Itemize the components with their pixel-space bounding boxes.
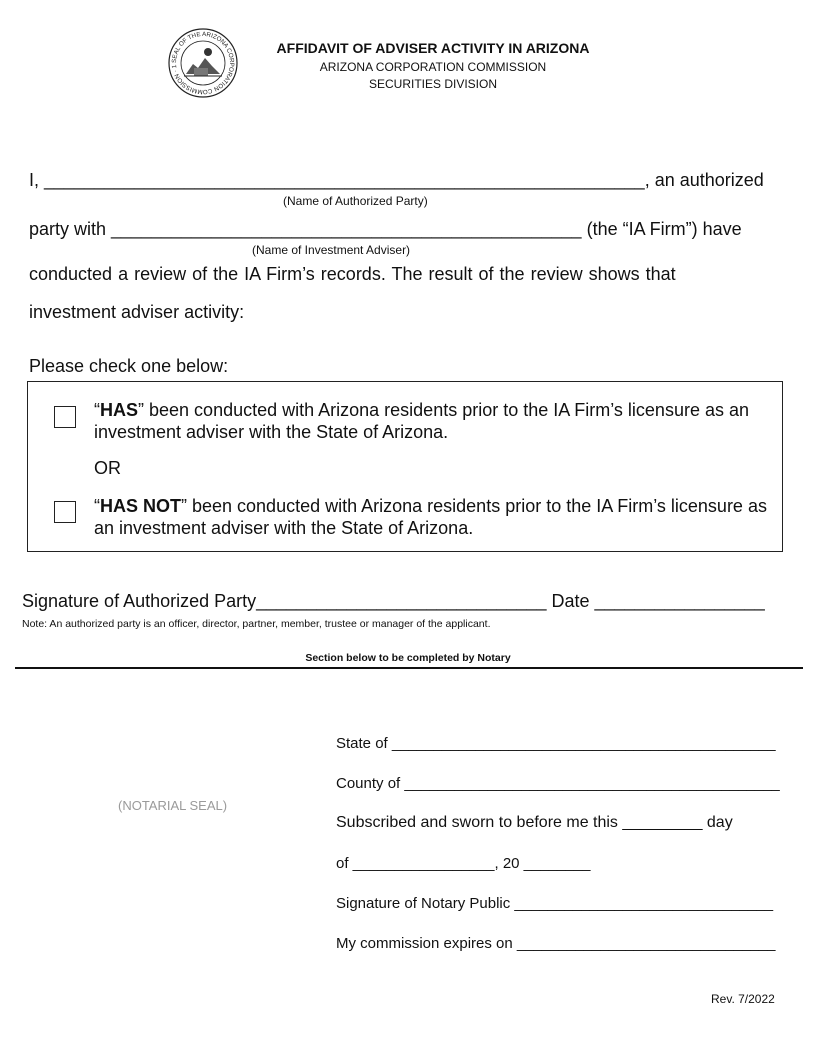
authorized-party-name-field[interactable]: ____________________________________________________________ xyxy=(44,170,645,190)
notarial-seal-placeholder: (NOTARIAL SEAL) xyxy=(118,798,228,813)
line1-prefix: I, xyxy=(29,170,40,190)
authorized-party-note: Note: An authorized party is an officer, director, partner, member, trustee or manager of the applicant. xyxy=(22,618,491,630)
authorized-party-caption: (Name of Authorized Party) xyxy=(283,194,428,208)
notary-section-heading: Section below to be completed by Notary xyxy=(305,652,511,664)
line2-suffix: (the “IA Firm”) have xyxy=(586,219,742,239)
date-label: Date xyxy=(551,591,590,611)
review-statement: conducted a review of the IA Firm’s records. The result of the review shows that xyxy=(29,264,676,284)
investment-adviser-name-field[interactable]: _______________________________________________ xyxy=(111,219,582,239)
authorized-party-line xyxy=(29,170,764,191)
or-label: OR xyxy=(94,458,121,478)
date-field[interactable]: _________________ xyxy=(594,591,765,611)
activity-label: investment adviser activity: xyxy=(29,302,245,322)
has-option-text: “HAS” been conducted with Arizona residents prior to the IA Firm’s licensure as an investment adviser with the State of Arizona. xyxy=(94,400,749,442)
notary-state-field[interactable]: State of ______________________________________________ xyxy=(336,735,776,752)
has-keyword: HAS xyxy=(100,400,139,420)
division-name: SECURITIES DIVISION xyxy=(368,77,498,91)
has-checkbox[interactable] xyxy=(54,406,76,428)
form-title: AFFIDAVIT OF ADVISER ACTIVITY IN ARIZONA xyxy=(276,40,590,56)
notary-commission-field[interactable]: My commission expires on _______________________________ xyxy=(336,935,776,952)
signature-line xyxy=(22,591,765,612)
notary-county-field[interactable]: County of _____________________________________________ xyxy=(336,775,780,792)
section-divider xyxy=(15,667,803,669)
line1-suffix: , an authorized xyxy=(644,170,764,190)
svg-text:SEAL OF THE ARIZONA CORPORATIO: SEAL OF THE ARIZONA CORPORATION COMMISSION · 1 xyxy=(170,30,236,96)
agency-name: ARIZONA CORPORATION COMMISSION xyxy=(319,60,547,74)
line2-prefix: party with xyxy=(29,219,107,239)
revision-label: Rev. 7/2022 xyxy=(711,992,775,1006)
notary-sworn-field[interactable]: Subscribed and sworn to before me this _________ day xyxy=(336,814,733,831)
check-prompt: Please check one below: xyxy=(29,356,229,376)
has-not-keyword: HAS NOT xyxy=(100,496,181,516)
signature-label: Signature of Authorized Party xyxy=(22,591,257,611)
notary-date-field[interactable]: of _________________, 20 ________ xyxy=(336,855,591,872)
investment-adviser-caption: (Name of Investment Adviser) xyxy=(252,243,411,257)
has-not-option-text: “HAS NOT” been conducted with Arizona residents prior to the IA Firm’s licensure as an investment adviser with the State of Arizona. xyxy=(94,496,767,538)
has-not-checkbox[interactable] xyxy=(54,501,76,523)
investment-adviser-line xyxy=(29,219,742,240)
notary-signature-field[interactable]: Signature of Notary Public _______________________________ xyxy=(336,895,774,912)
signature-field[interactable]: _____________________________ xyxy=(256,591,547,611)
